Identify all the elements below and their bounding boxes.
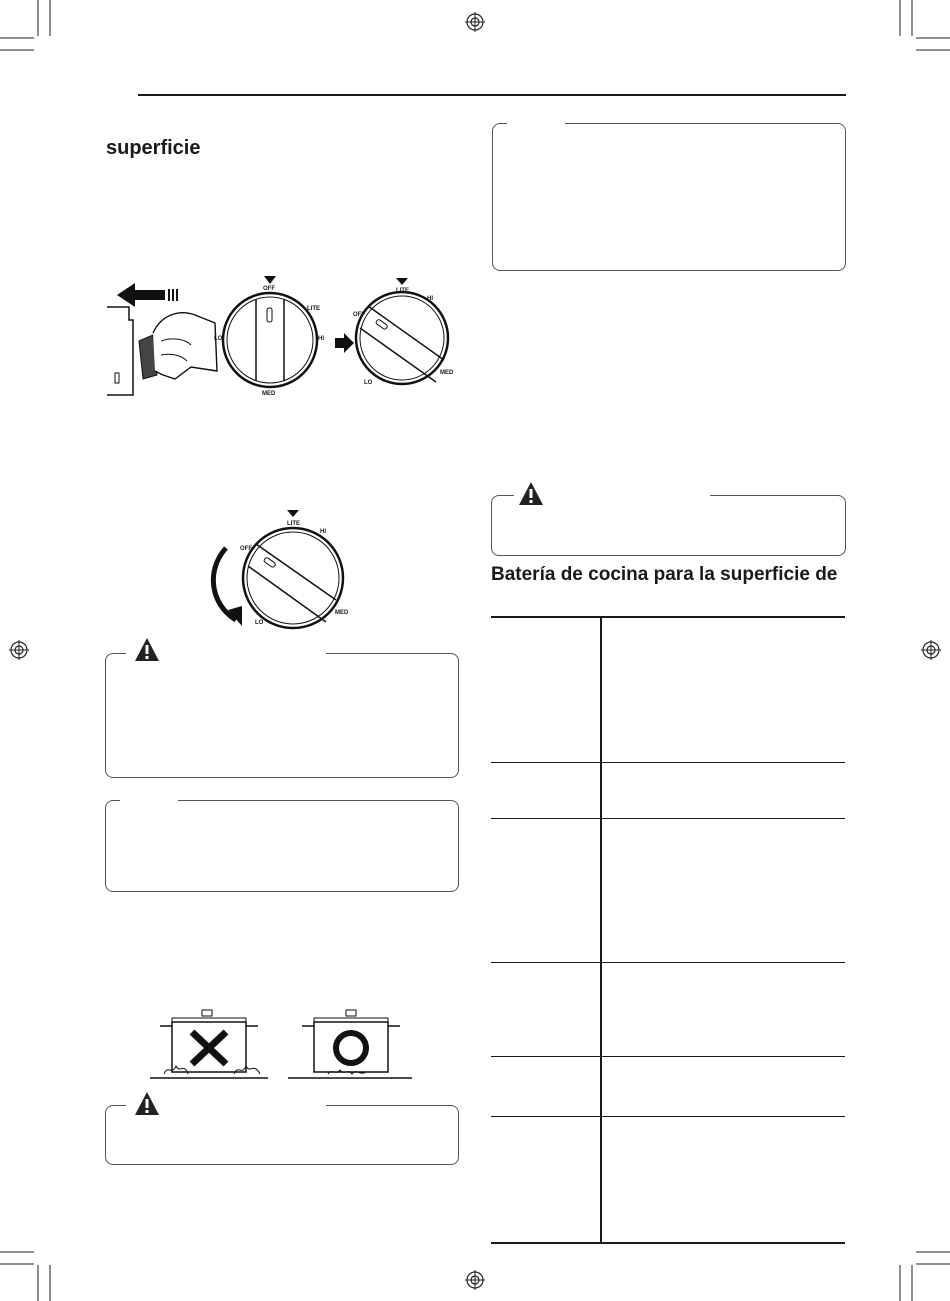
registration-crosshair-icon [9,640,29,660]
registration-crosshair-icon [921,640,941,660]
circle-mark-icon [336,1033,366,1063]
table-row-divider [491,1116,845,1117]
dial2-hi-label: HI [427,296,433,302]
dial1-lite-label: LITE [307,306,320,312]
warning-box-1 [105,653,459,778]
dial3-hi-label: HI [320,529,326,535]
dial1-med-label: MED [262,391,276,397]
pot-wrong-illustration [150,1008,275,1083]
cookware-table [491,616,845,1243]
warning-triangle-icon [518,481,544,507]
dial2-med-label: MED [440,370,454,376]
dial3-off-label: OFF [240,546,252,552]
control-dial-lite [350,276,460,396]
note-box-right [492,123,846,271]
table-row-divider [491,1056,845,1057]
warning-box-right [491,495,846,556]
pot-right-illustration [288,1008,413,1083]
table-row-divider [491,962,845,963]
header-rule [138,94,846,96]
dial3-lite-label: LITE [287,521,300,527]
section-heading-left: superficie [106,137,201,159]
note-box-left [105,800,459,892]
table-column-divider [600,616,602,1243]
registration-crosshair-icon [465,12,485,32]
dial1-off-label: OFF [263,286,275,292]
cross-mark-icon [192,1032,226,1064]
dial1-lo-label: LO [214,336,223,342]
dial2-off-label: OFF [353,312,365,318]
table-row-divider [491,762,845,763]
registration-crosshair-icon [465,1270,485,1290]
dial2-lo-label: LO [364,380,373,386]
dial3-lo-label: LO [255,620,264,626]
warning-triangle-icon [134,637,160,663]
dial3-med-label: MED [335,610,349,616]
section-heading-right: Batería de cocina para la superficie de [491,564,838,585]
warning-triangle-icon [134,1091,160,1117]
table-top-rule [491,616,845,618]
dial2-lite-label: LITE [396,288,409,294]
table-row-divider [491,818,845,819]
table-bottom-rule [491,1242,845,1244]
dial1-hi-label: HI [318,336,324,342]
knob-push-illustration [105,275,223,400]
